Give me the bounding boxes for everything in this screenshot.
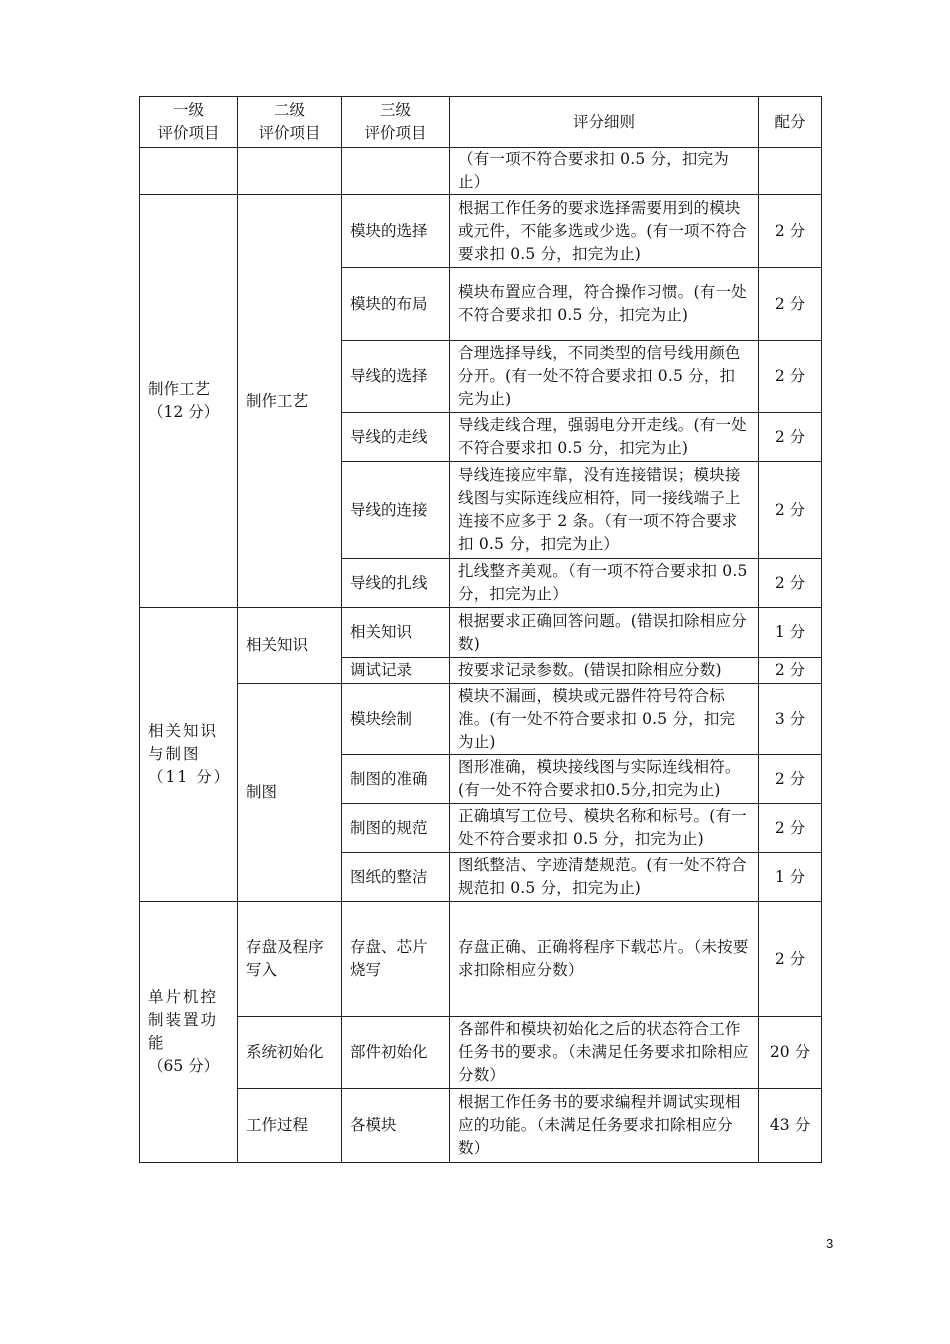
header-level2: 二级 评价项目 xyxy=(238,97,342,148)
item-name: 制图的准确 xyxy=(342,755,450,804)
item-name: 模块的选择 xyxy=(342,195,450,268)
item-name: 调试记录 xyxy=(342,658,450,684)
header-level1: 一级 评价项目 xyxy=(140,97,238,148)
section-label: 制作工艺 （12 分） xyxy=(140,195,238,608)
item-name: 导线的连接 xyxy=(342,462,450,559)
item-name: 存盘、芯片烧写 xyxy=(342,902,450,1017)
score-value: 2 分 xyxy=(759,462,822,559)
item-name: 图纸的整洁 xyxy=(342,853,450,902)
continuation-row xyxy=(140,148,822,195)
rule-text: 合理选择导线，不同类型的信号线用颜色分开。(有一处不符合要求扣 0.5 分，扣完为止) xyxy=(450,341,759,413)
score-value: 2 分 xyxy=(759,268,822,341)
rule-text: 根据要求正确回答问题。(错误扣除相应分数) xyxy=(450,608,759,658)
table-row xyxy=(140,195,822,268)
score-value: 2 分 xyxy=(759,559,822,608)
score-value: 1 分 xyxy=(759,608,822,658)
scoring-table xyxy=(139,96,822,1163)
rule-text: 导线连接应牢靠，没有连接错误；模块接线图与实际连线应相符，同一接线端子上连接不应多于 2 条。（有一项不符合要求扣 0.5 分，扣完为止） xyxy=(450,462,759,559)
item-name: 各模块 xyxy=(342,1089,450,1163)
score-value: 2 分 xyxy=(759,195,822,268)
header-level3: 三级 评价项目 xyxy=(342,97,450,148)
section-label: 单片机控 制装置功 能 （65 分） xyxy=(140,902,238,1163)
sub-item: 系统初始化 xyxy=(238,1017,342,1089)
rule-text: 存盘正确、正确将程序下载芯片。（未按要求扣除相应分数） xyxy=(450,902,759,1017)
score-value: 2 分 xyxy=(759,755,822,804)
sub-item: 相关知识 xyxy=(238,608,342,684)
score-value: 2 分 xyxy=(759,341,822,413)
score-value: 20 分 xyxy=(759,1017,822,1089)
item-name: 导线的选择 xyxy=(342,341,450,413)
header-score: 配分 xyxy=(759,97,822,148)
section-label: 相关知识 与制图 （11 分） xyxy=(140,608,238,902)
rule-text: 导线走线合理，强弱电分开走线。(有一处不符合要求扣 0.5 分，扣完为止) xyxy=(450,413,759,462)
rule-text: （有一项不符合要求扣 0.5 分，扣完为止） xyxy=(450,148,759,195)
rule-text: 图形准确，模块接线图与实际连线相符。(有一处不符合要求扣0.5分,扣完为止) xyxy=(450,755,759,804)
item-name: 相关知识 xyxy=(342,608,450,658)
item-name: 模块绘制 xyxy=(342,684,450,755)
table-row xyxy=(140,684,822,755)
page-number: 3 xyxy=(826,1236,834,1251)
rule-text: 扎线整齐美观。（有一项不符合要求扣 0.5 分，扣完为止） xyxy=(450,559,759,608)
header-row xyxy=(140,97,822,148)
rule-text: 根据工作任务书的要求编程并调试实现相应的功能。（未满足任务要求扣除相应分数） xyxy=(450,1089,759,1163)
item-name: 导线的走线 xyxy=(342,413,450,462)
score-value: 2 分 xyxy=(759,804,822,853)
score-value: 2 分 xyxy=(759,658,822,684)
table-row xyxy=(140,1017,822,1089)
header-rules: 评分细则 xyxy=(450,97,759,148)
rule-text: 模块布置应合理，符合操作习惯。(有一处不符合要求扣 0.5 分，扣完为止) xyxy=(450,268,759,341)
score-value: 2 分 xyxy=(759,413,822,462)
sub-item: 制作工艺 xyxy=(238,195,342,608)
sub-item: 存盘及程序写入 xyxy=(238,902,342,1017)
rule-text: 各部件和模块初始化之后的状态符合工作任务书的要求。（未满足任务要求扣除相应分数） xyxy=(450,1017,759,1089)
item-name: 制图的规范 xyxy=(342,804,450,853)
table-row xyxy=(140,1089,822,1163)
score-value: 3 分 xyxy=(759,684,822,755)
rule-text: 模块不漏画，模块或元器件符号符合标准。(有一处不符合要求扣 0.5 分，扣完为止) xyxy=(450,684,759,755)
item-name: 模块的布局 xyxy=(342,268,450,341)
item-name: 部件初始化 xyxy=(342,1017,450,1089)
sub-item: 工作过程 xyxy=(238,1089,342,1163)
item-name: 导线的扎线 xyxy=(342,559,450,608)
table-row xyxy=(140,902,822,1017)
rule-text: 图纸整洁、字迹清楚规范。(有一处不符合规范扣 0.5 分，扣完为止) xyxy=(450,853,759,902)
score-value: 1 分 xyxy=(759,853,822,902)
rule-text: 根据工作任务的要求选择需要用到的模块或元件，不能多选或少选。(有一项不符合要求扣 0.5 分，扣完为止) xyxy=(450,195,759,268)
rule-text: 按要求记录参数。(错误扣除相应分数) xyxy=(450,658,759,684)
score-value: 43 分 xyxy=(759,1089,822,1163)
table-row xyxy=(140,608,822,658)
score-value: 2 分 xyxy=(759,902,822,1017)
rule-text: 正确填写工位号、模块名称和标号。(有一处不符合要求扣 0.5 分，扣完为止) xyxy=(450,804,759,853)
sub-item: 制图 xyxy=(238,684,342,902)
